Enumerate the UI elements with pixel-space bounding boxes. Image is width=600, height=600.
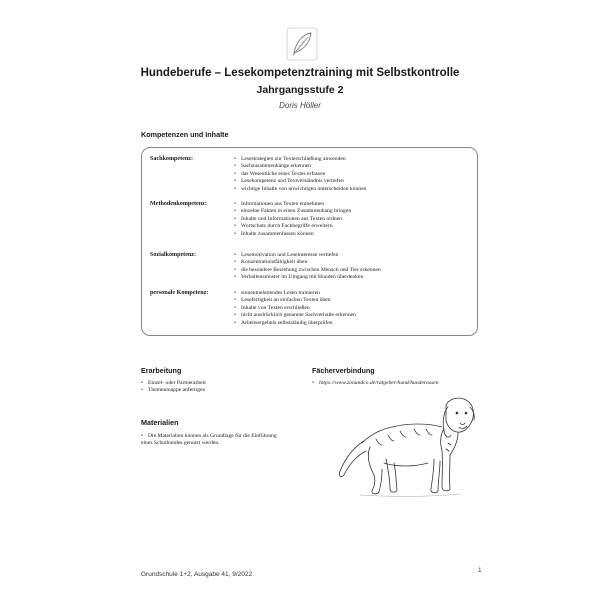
- list-item: • Inhalte von Texten erschließen: [234, 305, 356, 312]
- materialien-line-2: eines Schulhundes genutzt werden.: [141, 440, 220, 447]
- list-item: • sinnentnehmendes Lesen trainieren: [234, 290, 356, 297]
- list-item: • Lesemotivation und Leseinteresse vertiefen: [234, 252, 381, 259]
- list-item: • Arbeitsergebnis selbstständig überprüfen: [234, 320, 356, 327]
- list-item: • einzelne Fakten in einen Zusammenhang bringen: [234, 208, 351, 215]
- competences-box: [141, 147, 478, 336]
- list-item: • Themenmappe anfertigen: [141, 387, 206, 394]
- list-item: • Lesestrategien zur Texterschließung anwenden: [234, 156, 366, 163]
- competence-list-methoden: [234, 201, 351, 238]
- competence-list-sozial: [234, 252, 381, 282]
- competence-label-sach: Sachkompetenz:: [150, 156, 193, 162]
- list-item: • Konzentrationsfähigkeit üben: [234, 259, 381, 266]
- list-item: • Wortschatz durch Fachbegriffe erweitern: [234, 223, 351, 230]
- list-item: • Verhaltensmuster im Umgang mit Hunden überdenken: [234, 274, 381, 281]
- list-item: • Informationen aus Texten entnehmen: [234, 201, 351, 208]
- list-item: • Einzel- oder Partnerarbeit: [141, 380, 206, 387]
- competence-label-personal: personale Kompetenz:: [150, 290, 209, 296]
- page-title: Hundeberufe – Lesekompetenztraining mit Selbstkontrolle: [140, 67, 460, 79]
- list-item: • wichtige Inhalte von unwichtigen unterscheiden können: [234, 186, 366, 193]
- list-item: • Inhalte zusammenfassen können: [234, 231, 351, 238]
- competence-list-sach: [234, 156, 366, 193]
- list-item: • Lesekompetenz und Textverständnis vertiefen: [234, 178, 366, 185]
- reference-link[interactable]: • https://www.zooundco.de/ratgeber/hund/hunderassen: [312, 380, 439, 387]
- author-name: Doris Höller: [279, 101, 321, 110]
- erarbeitung-heading: Erarbeitung: [141, 366, 182, 375]
- list-item: • Sachzusammenhänge erkennen: [234, 163, 366, 170]
- materialien-heading: Materialien: [141, 418, 179, 427]
- list-item: • das Wesentliche eines Textes erfassen: [234, 171, 366, 178]
- competences-heading: Kompetenzen und Inhalte: [141, 130, 229, 139]
- competence-label-methoden: Methodenkompetenz:: [150, 201, 207, 207]
- materialien-list: [141, 433, 277, 448]
- competence-label-sozial: Sozialkompetenz:: [150, 252, 197, 258]
- list-item: • die besondere Beziehung zwischen Mensch und Tier erkennen: [234, 267, 381, 274]
- materialien-line-1: Die Materialien können als Grundlage für die Einführung: [148, 433, 277, 439]
- competence-list-personal: [234, 290, 356, 327]
- list-item: • Lesefertigkeit an einfachen Texten üben: [234, 297, 356, 304]
- leaf-logo-icon: [286, 27, 318, 61]
- footer-source: Grundschule 1+2, Ausgabe 41, 9/2022: [141, 571, 253, 578]
- list-item: • Inhalte und Informationen aus Texten ordnen: [234, 216, 351, 223]
- faecherverbindung-heading: Fächerverbindung: [312, 366, 375, 375]
- list-item: [141, 433, 277, 448]
- grade-level: Jahrgangsstufe 2: [256, 84, 344, 96]
- dog-illustration-icon: [330, 387, 480, 501]
- list-item: • nicht ausdrücklich genannte Sachverhalte erkennen: [234, 312, 356, 319]
- page-number: 1: [478, 567, 482, 574]
- erarbeitung-list: [141, 380, 206, 395]
